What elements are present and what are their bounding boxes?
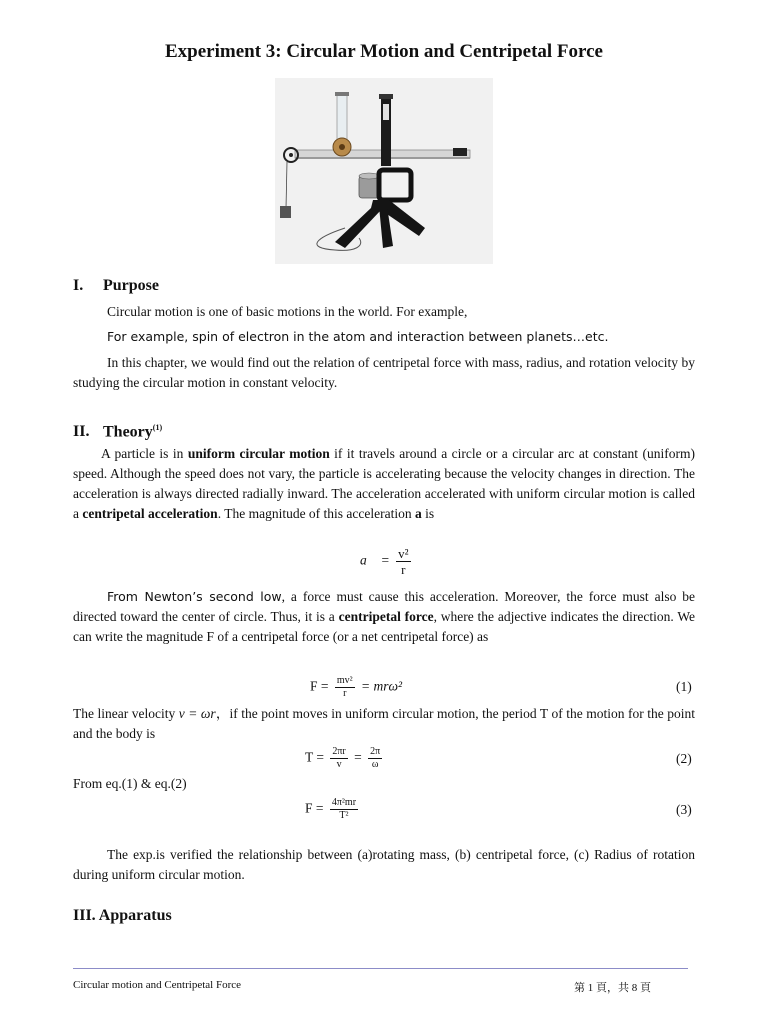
equation-acceleration: a⃗ = $\frac{\text{v²}}{r}$ <box>360 546 409 577</box>
theory-paragraph-5: The exp.is verified the relationship between (a)rotating mass, (b) centripetal force, (c) Radius of rotation during uniform circular motion. <box>73 847 695 882</box>
equation-2: T = $\frac{2\pi r}{v}$ = $\frac{2\pi}{\omega}$ <box>305 746 381 770</box>
section-number: I. <box>73 277 84 294</box>
section-title: Theory <box>103 423 153 441</box>
reference-marker: (1) <box>152 423 163 432</box>
purpose-paragraph-2: For example, spin of electron in the atom and interaction between planets…etc. <box>107 329 609 344</box>
section-heading-purpose <box>73 277 159 295</box>
theory-paragraph-4: From eq.(1) & eq.(2) <box>73 776 187 791</box>
footer-divider <box>73 968 688 969</box>
page-number: 第 1 頁，共 8 頁 <box>574 982 651 994</box>
theory-paragraph-3: The linear velocity v = ωr，if the point moves in uniform circular motion, the period T of the motion for the point and the body is <box>73 706 695 741</box>
equation-2-label: (2) <box>676 751 692 766</box>
theory-paragraph-2: From Newton’s second low, a force must cause this acceleration. Moreover, the force must also be directed toward the center of circle. Thus, it is a centripetal force, where the adjective indicates the direction. We can write the magnitude F of a centripetal force (or a net centripetal force) as <box>73 589 695 644</box>
document-title: Experiment 3: Circular Motion and Centripetal Force <box>165 41 603 62</box>
theory-paragraph-1: A particle is in uniform circular motion if it travels around a circle or a circular arc at constant (uniform) speed. Although the speed does not vary, the particle is accelerating because the velocity changes in direction. The acceleration is always directed radially inward. The acceleration accelerated with uniform circular motion is called a centripetal acceleration. The magnitude of this acceleration a is <box>73 446 695 521</box>
equation-3-label: (3) <box>676 802 692 817</box>
equation-1: F = $\frac{\text{mv²}}{r}$ = mrω² <box>310 675 403 699</box>
equation-3: F = $\frac{\text{4π²mr}}{\text{T²}}$ <box>305 797 357 821</box>
apparatus-photo <box>275 78 493 264</box>
equation-1-label: (1) <box>676 679 692 694</box>
section-number: II. <box>73 423 90 441</box>
purpose-paragraph-1: Circular motion is one of basic motions in the world. For example, <box>107 304 468 319</box>
footer-title: Circular motion and Centripetal Force <box>73 979 242 991</box>
section-heading-theory <box>73 423 162 441</box>
section-heading-apparatus: III. Apparatus <box>73 907 172 924</box>
purpose-paragraph-3: In this chapter, we would find out the relation of centripetal force with mass, radius, and rotation velocity by studying the circular motion in constant velocity. <box>73 355 695 390</box>
section-title: Purpose <box>103 277 159 294</box>
